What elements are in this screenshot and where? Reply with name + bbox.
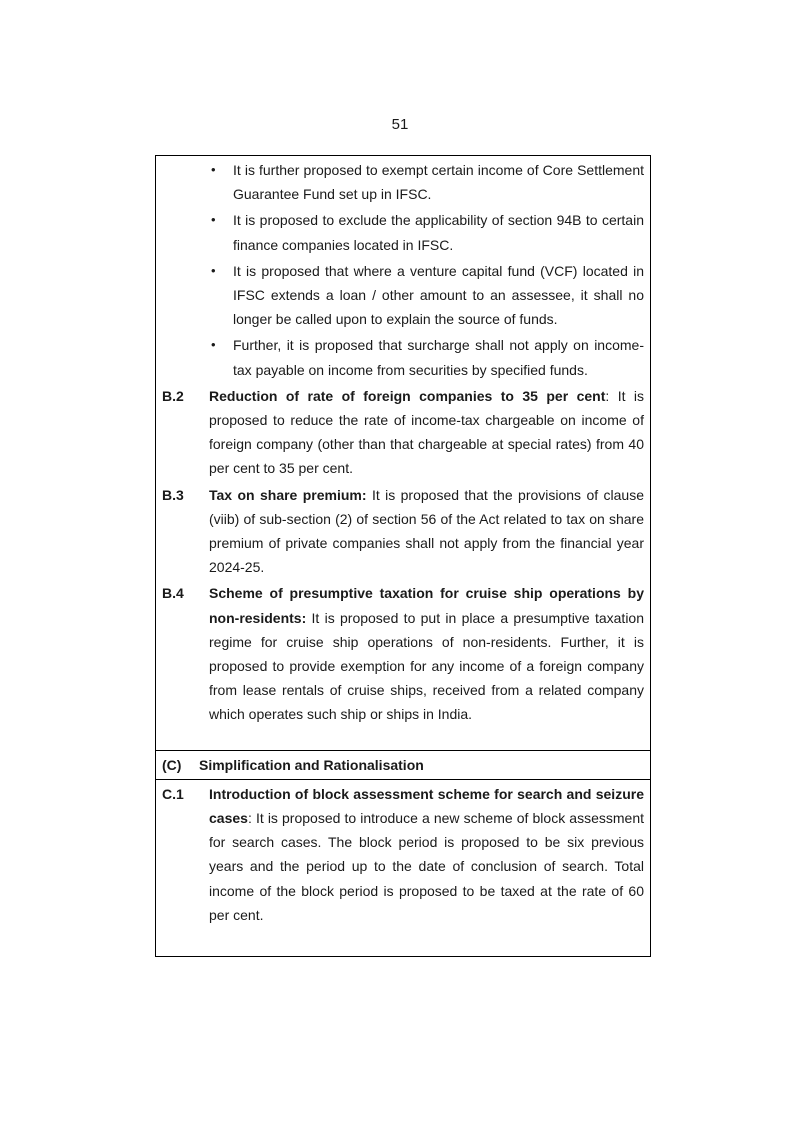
section-b3 (162, 483, 644, 580)
section-label: C.1 (162, 785, 184, 802)
bullet-icon: • (211, 337, 216, 353)
section-text (209, 782, 644, 927)
section-b2 (162, 384, 644, 481)
section-body: It is proposed that the provisions of clause (viib) of sub-section (2) of section 56 of the Act related to tax on share premium of private companies shall not apply from the financial year 2024-25. (209, 486, 645, 576)
section-text (209, 581, 644, 726)
section-separator: : (605, 387, 618, 404)
bullet-icon: • (211, 162, 216, 177)
table-row-c-sections (156, 780, 650, 956)
bullet-text: It is proposed to exclude the applicability of section 94B to certain finance companies located in IFSC. (233, 212, 644, 253)
section-heading: Reduction of rate of foreign companies to 35 per cent (209, 387, 606, 404)
section-body: It is proposed to introduce a new scheme of block assessment for search cases. The block period is proposed to be six previous years and the period up to the date of conclusion of search. Total income of the block period is proposed to be taxed at the rate of 60 per cent. (209, 810, 645, 923)
document-table (155, 155, 651, 957)
bullet-icon: • (211, 262, 216, 278)
bullet-icon: • (211, 212, 216, 228)
table-row-b-sections (156, 156, 650, 751)
section-label: B.2 (162, 387, 184, 404)
section-body: It is proposed to put in place a presumptive taxation regime for cruise ship operations of non-residents. Further, it is proposed to provide exemption for any income of a foreign company from lease rentals of cruise ships, received from a related company which operates such ship or ships in India. (209, 609, 644, 723)
section-label: (C) (162, 756, 182, 773)
section-separator: : (247, 810, 256, 827)
bullet-text: It is proposed that where a venture capital fund (VCF) located in IFSC extends a loan / other amount to an assessee, it shall no longer be called upon to explain the source of funds. (233, 262, 644, 328)
section-header-title: Simplification and Rationalisation (199, 756, 424, 773)
bullet-item (211, 158, 644, 206)
bullet-text: It is further proposed to exempt certain income of Core Settlement Guarantee Fund set up in IFSC. (233, 162, 644, 203)
section-text (209, 384, 644, 481)
section-c1 (162, 782, 644, 927)
section-heading: Introduction of block assessment scheme for search and seizure cases (209, 785, 644, 827)
section-heading: Tax on share premium: (209, 486, 367, 503)
section-b4 (162, 581, 644, 726)
section-body: It is proposed to reduce the rate of income-tax chargeable on income of foreign company (other than that chargeable at special rates) from 40 per cent to 35 per cent. (209, 387, 645, 477)
table-row-c-header (156, 751, 650, 780)
bullet-item (211, 259, 644, 332)
bullet-item (211, 333, 644, 381)
section-label: B.3 (162, 486, 184, 503)
bullet-item (211, 208, 644, 256)
section-label: B.4 (162, 585, 184, 602)
section-text (209, 483, 644, 580)
bullet-text: Further, it is proposed that surcharge shall not apply on income-tax payable on income from securities by specified funds. (233, 337, 644, 378)
page-number: 51 (391, 116, 409, 133)
section-heading: Scheme of presumptive taxation for cruise ship operations by non-residents: (209, 585, 644, 626)
